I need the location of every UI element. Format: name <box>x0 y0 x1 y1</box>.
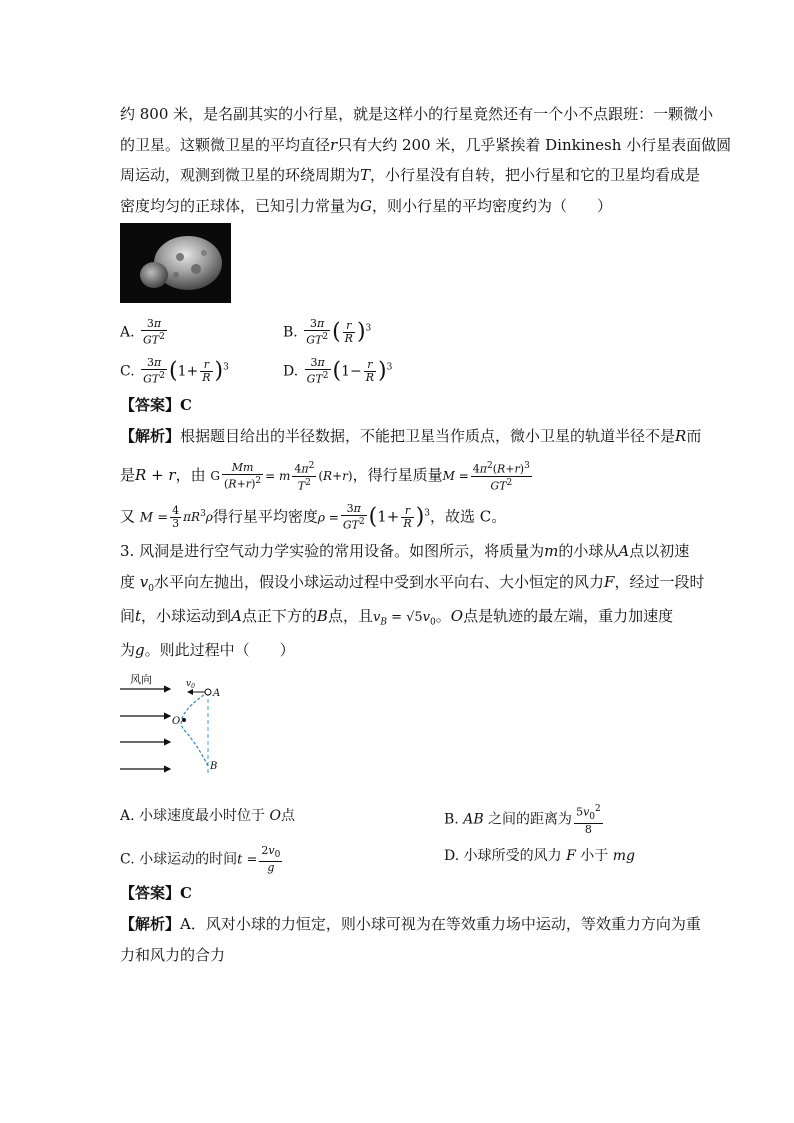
wind-tunnel-diagram <box>118 672 228 776</box>
q2-option-c: C. $\frac{3\pi}{GT^2}$ (1+ $\frac{r}{R}$ )$^3$ <box>120 356 229 386</box>
point-a-label: A <box>213 688 221 699</box>
svg-text:v0: $v_0$ <box>186 679 195 690</box>
q3-analysis-2: 力和风力的合力 <box>120 946 226 964</box>
q3-analysis-1: 【解析】A．风对小球的力恒定，则小球可视为在等效重力场中运动，等效重力方向为重 <box>120 915 701 933</box>
q3-option-a: A. 小球速度最小时位于 O点 <box>120 808 295 824</box>
q2-line-4: 密度均匀的正球体，已知引力常量为G，则小行星的平均密度约为（ ） <box>120 197 613 215</box>
trajectory-arc <box>181 692 208 766</box>
q2-line-2: 的卫星。这颗微卫星的平均直径r只有大约 200 米，几乎紧挨着 Dinkinesh 小行星表面做圆 <box>120 136 732 154</box>
wind-label: 风向 <box>130 673 152 686</box>
point-o-label: O <box>172 716 181 727</box>
point-a-marker <box>205 689 211 695</box>
q2-analysis-2: 是R + r，由 G $\frac{Mm}{(R+r)^2}$ = m $\frac{4\pi^2}{T^2}$ (R+r)，得行星质量M = $\frac{4\pi^2(R+r)^3}{GT^2}$ <box>120 460 530 493</box>
v0-label: v <box>186 679 192 689</box>
point-b-label: B <box>210 761 218 772</box>
q2-line-3: 周运动，观测到微卫星的环绕周期为T，小行星没有自转，把小行星和它的卫星均看成是 <box>120 166 701 184</box>
q3-option-c: C. 小球运动的时间t = $\frac{2v_0}{g}$ <box>120 844 281 875</box>
q3-line-2: 度 $v_0$水平向左抛出，假设小球运动过程中受到水平向右、大小恒定的风力F，经过一段时 <box>120 573 705 594</box>
q2-option-b: B. $\frac{3\pi}{GT^2}$ ( $\frac{r}{R}$ )$^3$ <box>283 317 372 347</box>
q3-line-3: 间t，小球运动到A点正下方的B点，且$v_B = √5v_0$。O点是轨迹的最左端，重力加速度 <box>120 607 674 628</box>
q2-answer: 【答案】C <box>120 396 192 414</box>
q2-line-1: 约 800 米，是名副其实的小行星，就是这样小的行星竟然还有一个小不点跟班：一颗微小 <box>120 105 714 123</box>
q2-option-d: D. $\frac{3\pi}{GT^2}$ (1− $\frac{r}{R}$ )$^3$ <box>283 356 393 386</box>
q3-option-b: B. AB 之间的距离为 $\frac{5v_0^2}{8}$ <box>444 804 601 836</box>
asteroid-photo <box>120 223 231 303</box>
q2-analysis-3: 又 M = $\frac{4}{3}$ $\pi R^3\rho$得行星平均密度ρ = $\frac{3\pi}{GT^2}$ (1+ $\frac{r}{R}$ )$^3$，故选 C。 <box>120 502 507 532</box>
q3-line-4: 为g。则此过程中（ ） <box>120 641 295 659</box>
q3-option-d: D. 小球所受的风力 F 小于 mg <box>444 848 635 864</box>
q2-option-a: A. $\frac{3\pi}{GT^2}$ <box>120 317 165 347</box>
point-o-marker <box>182 718 186 722</box>
q3-answer: 【答案】C <box>120 884 192 902</box>
q3-line-1: 3. 风洞是进行空气动力学实验的常用设备。如图所示，将质量为m的小球从A点以初速 <box>120 542 690 560</box>
q2-analysis-1: 【解析】根据题目给出的半径数据，不能把卫星当作质点，微小卫星的轨道半径不是R而 <box>120 427 702 445</box>
